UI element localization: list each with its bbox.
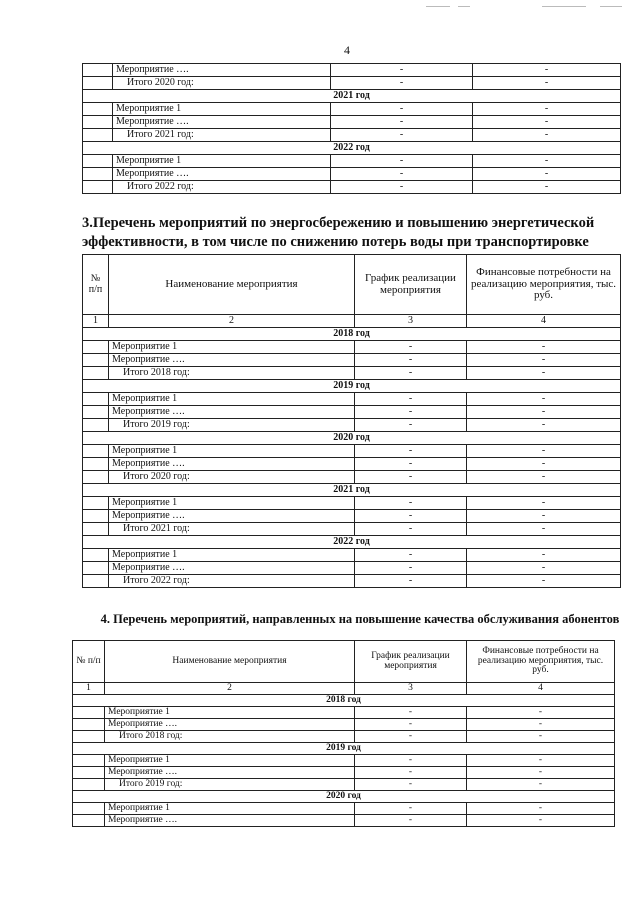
event-name: Мероприятие ….	[113, 64, 331, 77]
table-row: Мероприятие 1 - -	[83, 549, 621, 562]
section-3-table	[82, 254, 621, 588]
table-row: Мероприятие …. - -	[83, 354, 621, 367]
year-row: 2022 год	[83, 536, 621, 549]
year-row: 2018 год	[73, 695, 615, 707]
table-row: Мероприятие 1 - -	[73, 755, 615, 767]
column-number-row: 1 2 3 4	[83, 315, 621, 328]
scan-line-4	[600, 6, 622, 7]
table-row: Итого 2019 год: - -	[83, 419, 621, 432]
year-row: 2022 год	[83, 142, 621, 155]
table-row: Мероприятие 1 - -	[83, 445, 621, 458]
year-row: 2021 год	[83, 484, 621, 497]
col-header-name: Наименование мероприятия	[109, 255, 355, 315]
table-row: Итого 2018 год: - -	[73, 731, 615, 743]
table-row: Мероприятие 1 - -	[83, 393, 621, 406]
table-row: Мероприятие 1 - -	[73, 803, 615, 815]
year-row: 2019 год	[83, 380, 621, 393]
table-row: Итого 2018 год: - -	[83, 367, 621, 380]
table-row: Мероприятие …. - -	[73, 815, 615, 827]
col-header-number: № п/п	[83, 255, 109, 315]
table-row: Мероприятие …. - -	[83, 168, 621, 181]
scan-line-3	[542, 6, 586, 7]
table-row: Мероприятие 1 - -	[73, 707, 615, 719]
year-row: 2020 год	[83, 432, 621, 445]
page-number: 4	[344, 43, 350, 57]
table-row: Итого 2019 год: - -	[73, 779, 615, 791]
table-row: Мероприятие …. - -	[83, 64, 621, 77]
table-row: Мероприятие 1 - -	[83, 155, 621, 168]
table-row: Итого 2021 год: - -	[83, 523, 621, 536]
table-row: Мероприятие …. - -	[83, 458, 621, 471]
table-row: Мероприятие …. - -	[83, 510, 621, 523]
section-3-title: 3.Перечень мероприятий по энергосбережению и повышению энергетической эффективности, в том числе по снижению потерь воды при транспортировке	[82, 215, 595, 250]
year-row: 2020 год	[73, 791, 615, 803]
section-4-title: 4. Перечень мероприятий, направленных на повышение качества обслуживания абонентов	[100, 612, 620, 626]
table-row: Мероприятие 1 - -	[83, 103, 621, 116]
table-row: Итого 2020 год: - -	[83, 471, 621, 484]
scan-line-1	[426, 6, 450, 7]
table-row: Мероприятие …. - -	[83, 406, 621, 419]
table-row: Мероприятие …. - -	[73, 719, 615, 731]
col-header-finance: Финансовые потребности на реализацию мероприятия, тыс. руб.	[467, 255, 621, 315]
year-row: 2018 год	[83, 328, 621, 341]
col-header-number: № п/п	[73, 641, 105, 683]
table-row: Итого 2022 год: - -	[83, 181, 621, 194]
table-row: Итого 2021 год: - -	[83, 129, 621, 142]
col-header-schedule: График реализации мероприятия	[355, 641, 467, 683]
col-header-schedule: График реализации мероприятия	[355, 255, 467, 315]
section-4-table	[72, 640, 615, 827]
header-row	[73, 641, 615, 683]
col-header-name: Наименование мероприятия	[105, 641, 355, 683]
table-row: Итого 2020 год: - -	[83, 77, 621, 90]
year-row: 2019 год	[73, 743, 615, 755]
column-number-row: 1 2 3 4	[73, 683, 615, 695]
col-header-finance: Финансовые потребности на реализацию мероприятия, тыс. руб.	[467, 641, 615, 683]
table-row: Мероприятие …. - -	[73, 767, 615, 779]
table-row: Итого 2022 год: - -	[83, 575, 621, 588]
table-row: Мероприятие …. - -	[83, 562, 621, 575]
table-row: Мероприятие 1 - -	[83, 497, 621, 510]
table-row: Мероприятие …. - -	[83, 116, 621, 129]
scan-line-2	[458, 6, 470, 7]
table-row: Мероприятие 1 - -	[83, 341, 621, 354]
total-label: Итого 2020 год:	[113, 77, 331, 90]
year-row: 2021 год	[83, 90, 621, 103]
header-row	[83, 255, 621, 315]
continuation-table	[82, 63, 621, 194]
